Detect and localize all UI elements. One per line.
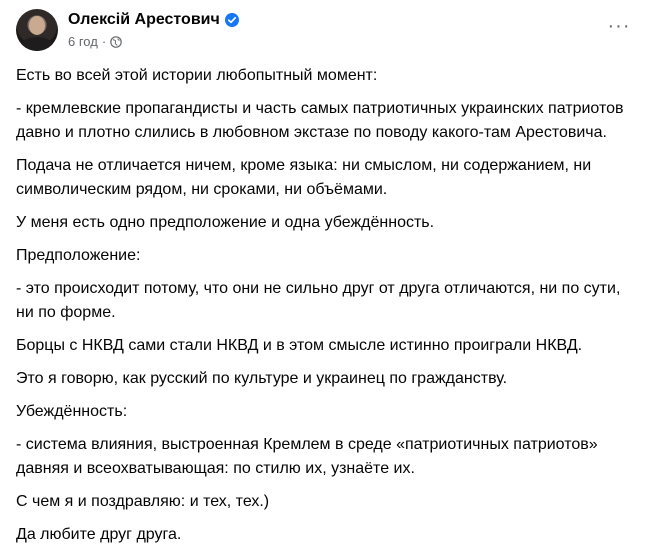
post-paragraph: У меня есть одно предположение и одна убеждённость. <box>16 214 435 231</box>
post-paragraph: Есть во всей этой истории любопытный момент: <box>16 67 378 84</box>
post-paragraph: С чем я и поздравляю: и тех, тех.) <box>16 493 270 510</box>
verified-badge-icon <box>225 13 239 27</box>
post-paragraph: - система влияния, выстроенная Кремлем в среде «патриотичных патриотов» давняя и всеохватывающая: по стилю их, узнаёте их. <box>16 436 598 477</box>
globe-icon[interactable] <box>110 36 122 48</box>
post-header <box>16 9 634 59</box>
post-paragraph: - кремлевские пропагандисты и часть самых патриотичных украинских патриотов давно и плотно слились в любовном экстазе по поводу какого-там Арестовича. <box>16 100 624 141</box>
post-timestamp[interactable]: 6 год <box>68 34 98 49</box>
avatar-face <box>29 16 45 35</box>
post-body <box>16 64 640 556</box>
post-meta <box>68 34 122 49</box>
post-paragraph: - это происходит потому, что они не сильно друг от друга отличаются, ни по сути, ни по форме. <box>16 280 621 321</box>
post-paragraph: Это я говорю, как русский по культуре и украинец по гражданству. <box>16 370 508 387</box>
author-avatar[interactable] <box>16 9 58 51</box>
more-options-icon[interactable]: ··· <box>607 14 631 37</box>
meta-separator: · <box>101 34 107 49</box>
post-paragraph: Предположение: <box>16 247 141 264</box>
post-paragraph: Да любите друг друга. <box>16 526 182 543</box>
avatar-shirt <box>20 37 54 51</box>
post-paragraph: Борцы с НКВД сами стали НКВД и в этом смысле истинно проиграли НКВД. <box>16 337 583 354</box>
post-paragraph: Подача не отличается ничем, кроме языка: ни смыслом, ни содержанием, ни символическим рядом, ни сроками, ни объёмами. <box>16 157 592 198</box>
post-paragraph: Убеждённость: <box>16 403 128 420</box>
author-row <box>68 11 239 29</box>
author-name[interactable]: Олексій Арестович <box>68 11 220 28</box>
